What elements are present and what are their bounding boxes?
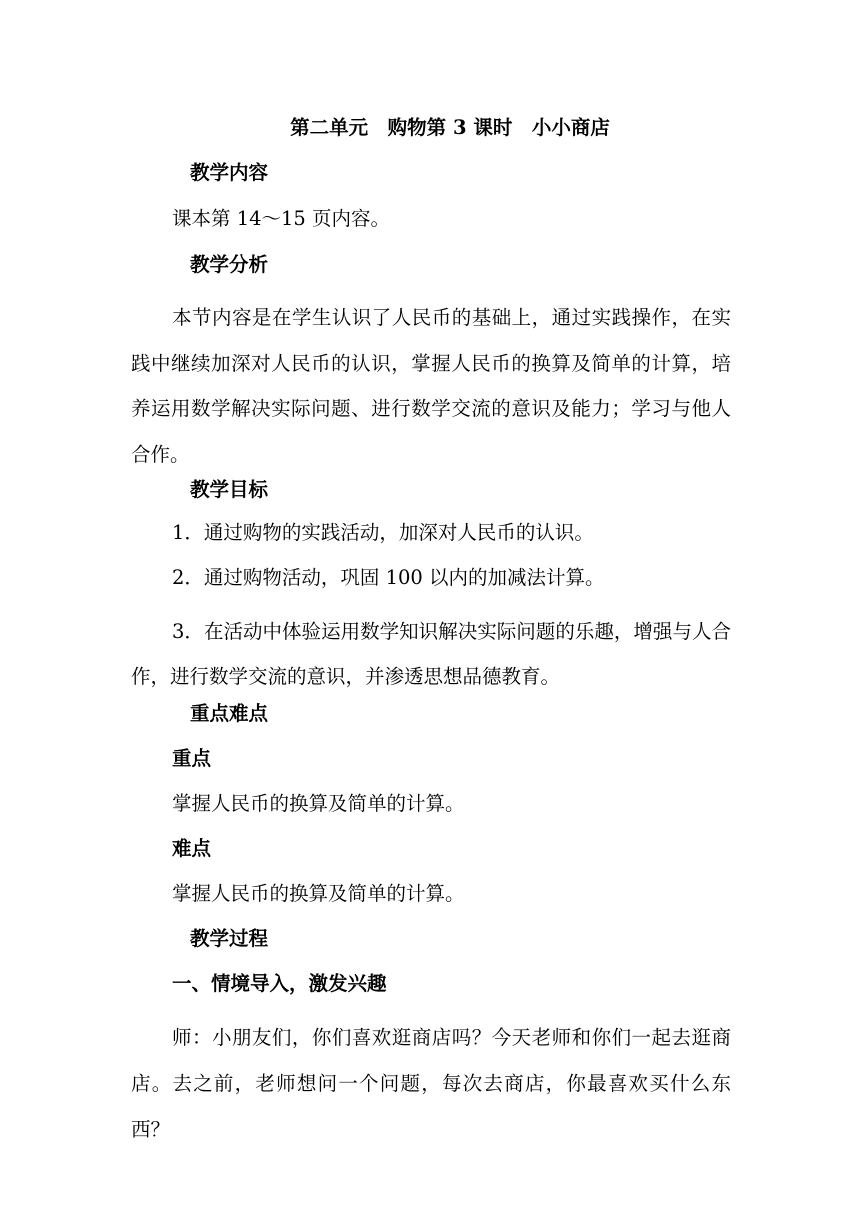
goal-item-2: 2．通过购物活动，巩固 100 以内的加减法计算。 xyxy=(172,566,605,589)
teaching-analysis-paragraph: 本节内容是在学生认识了人民币的基础上，通过实践操作，在实践中继续加深对人民币的认识，掌握人民币的换算及简单的计算，培养运用数学解决实际问题、进行数学交流的意识及能力；学习与他人合作。 xyxy=(131,306,731,466)
key-point-text: 掌握人民币的换算及简单的计算。 xyxy=(172,792,465,815)
label-difficulty: 难点 xyxy=(172,837,212,860)
heading-teaching-goals: 教学目标 xyxy=(190,478,269,501)
heading-teaching-content: 教学内容 xyxy=(190,161,269,184)
heading-teaching-process: 教学过程 xyxy=(190,927,269,950)
step-1-paragraph: 师：小朋友们，你们喜欢逛商店吗？今天老师和你们一起去逛商店。去之前，老师想问一个问题，每次去商店，你最喜欢买什么东西？ xyxy=(131,1026,731,1141)
heading-key-difficult-points: 重点难点 xyxy=(190,702,269,725)
difficulty-text: 掌握人民币的换算及简单的计算。 xyxy=(172,882,465,905)
goal-item-3: 3．在活动中体验运用数学知识解决实际问题的乐趣，增强与人合作，进行数学交流的意识，并渗透思想品德教育。 xyxy=(131,620,731,688)
teaching-content-text: 课本第 14～15 页内容。 xyxy=(172,207,391,230)
goal-item-1: 1．通过购物的实践活动，加深对人民币的认识。 xyxy=(172,521,594,544)
lesson-title: 第二单元 购物第 3 课时 小小商店 xyxy=(290,116,610,139)
step-1-heading: 一、情境导入，激发兴趣 xyxy=(172,972,387,995)
heading-teaching-analysis: 教学分析 xyxy=(190,253,269,276)
label-key-point: 重点 xyxy=(172,747,212,770)
